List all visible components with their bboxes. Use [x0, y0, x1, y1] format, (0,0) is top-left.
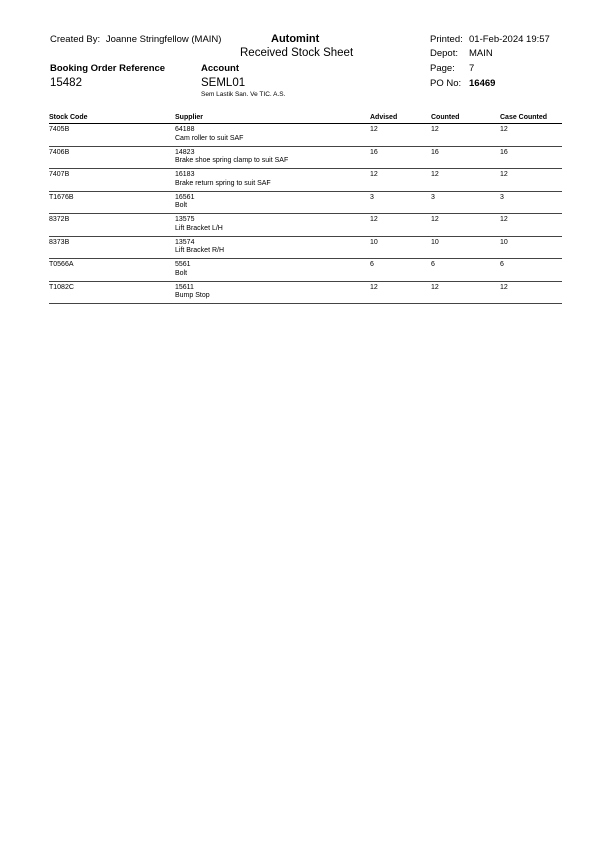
- supplier-cell: [175, 261, 191, 278]
- item-description: Bump Stop: [175, 292, 210, 299]
- stock-code: T1676B: [49, 193, 74, 201]
- case-counted-qty: 12: [500, 171, 508, 178]
- item-description: Lift Bracket R/H: [175, 247, 225, 254]
- table-body: [49, 124, 562, 304]
- col-counted: Counted: [431, 114, 460, 121]
- item-description: Lift Bracket L/H: [175, 224, 223, 232]
- advised-qty: 6: [370, 261, 374, 268]
- advised-qty: 10: [370, 238, 378, 246]
- supplier-code: 16183: [175, 171, 195, 178]
- case-counted-qty: 6: [500, 261, 504, 268]
- supplier-cell: [175, 149, 288, 166]
- stock-code: 7407B: [49, 171, 70, 178]
- supplier-code: 5561: [175, 261, 191, 268]
- advised-qty: 12: [370, 171, 378, 178]
- stock-code: T1082C: [49, 283, 74, 291]
- case-counted-qty: 10: [500, 238, 508, 246]
- item-description: Bolt: [175, 269, 188, 277]
- item-description: Bolt: [175, 202, 188, 209]
- page-label: Page:: [430, 63, 455, 74]
- counted-qty: 6: [431, 261, 435, 268]
- table-row: [49, 214, 562, 237]
- supplier-cell: [175, 194, 194, 211]
- depot-label: Depot:: [430, 48, 458, 59]
- supplier-cell: [175, 284, 210, 301]
- stock-code: 8372B: [49, 216, 70, 223]
- col-stock-code: Stock Code: [49, 114, 88, 121]
- case-counted-qty: 12: [500, 283, 508, 291]
- case-counted-qty: 12: [500, 126, 508, 133]
- table-row: [49, 282, 562, 305]
- account-name: Sem Lastik San. Ve TIC. A.S.: [201, 91, 286, 98]
- po-label: PO No:: [430, 78, 462, 89]
- company-name: Automint: [271, 33, 320, 45]
- account-code: SEML01: [201, 77, 246, 89]
- supplier-cell: [175, 216, 223, 233]
- counted-qty: 10: [431, 238, 439, 246]
- advised-qty: 12: [370, 216, 378, 223]
- stock-table: [49, 114, 562, 304]
- table-row: [49, 259, 562, 282]
- col-case-counted: Case Counted: [500, 114, 548, 121]
- table-header-row: [49, 114, 562, 124]
- depot-value: MAIN: [469, 48, 493, 59]
- po-number: 16469: [469, 78, 496, 89]
- item-description: Brake shoe spring clamp to suit SAF: [175, 157, 289, 164]
- advised-qty: 12: [370, 126, 378, 133]
- counted-qty: 12: [431, 171, 439, 178]
- page-number: 7: [469, 63, 475, 74]
- case-counted-qty: 16: [500, 148, 508, 156]
- supplier-code: 13575: [175, 216, 195, 223]
- counted-qty: 12: [431, 283, 439, 291]
- supplier-code: 64188: [175, 126, 195, 133]
- counted-qty: 3: [431, 193, 435, 201]
- counted-qty: 16: [431, 148, 439, 156]
- counted-qty: 12: [431, 126, 439, 133]
- table-row: [49, 147, 562, 170]
- supplier-code: 16561: [175, 193, 195, 201]
- created-by-label: Created By:: [50, 34, 101, 45]
- printed-label: Printed:: [430, 34, 463, 45]
- table-row: [49, 237, 562, 260]
- advised-qty: 16: [370, 148, 378, 156]
- supplier-cell: [175, 239, 224, 256]
- supplier-code: 15611: [175, 283, 194, 291]
- account-label: Account: [201, 63, 239, 74]
- created-by-value: Joanne Stringfellow (MAIN): [105, 34, 222, 45]
- booking-ref-label: Booking Order Reference: [50, 63, 166, 74]
- supplier-code: 14823: [175, 148, 195, 156]
- table-row: [49, 169, 562, 192]
- stock-code: 8373B: [49, 238, 70, 246]
- case-counted-qty: 3: [500, 193, 504, 201]
- printed-value: 01-Feb-2024 19:57: [469, 34, 550, 45]
- table-row: [49, 124, 562, 147]
- col-advised: Advised: [370, 114, 398, 121]
- sheet-title: Received Stock Sheet: [240, 47, 354, 59]
- stock-code: T0566A: [49, 261, 74, 268]
- supplier-cell: [175, 171, 271, 188]
- case-counted-qty: 12: [500, 216, 508, 223]
- created-by: [50, 34, 221, 45]
- stock-code: 7406B: [49, 148, 70, 156]
- booking-ref-value: 15482: [50, 77, 82, 89]
- supplier-code: 13574: [175, 238, 195, 246]
- advised-qty: 12: [370, 283, 378, 291]
- stock-code: 7405B: [49, 126, 70, 133]
- item-description: Cam roller to suit SAF: [175, 134, 244, 142]
- advised-qty: 3: [370, 193, 374, 201]
- counted-qty: 12: [431, 216, 439, 223]
- supplier-cell: [175, 126, 243, 143]
- col-supplier: Supplier: [175, 114, 204, 121]
- table-row: [49, 192, 562, 215]
- item-description: Brake return spring to suit SAF: [175, 179, 271, 187]
